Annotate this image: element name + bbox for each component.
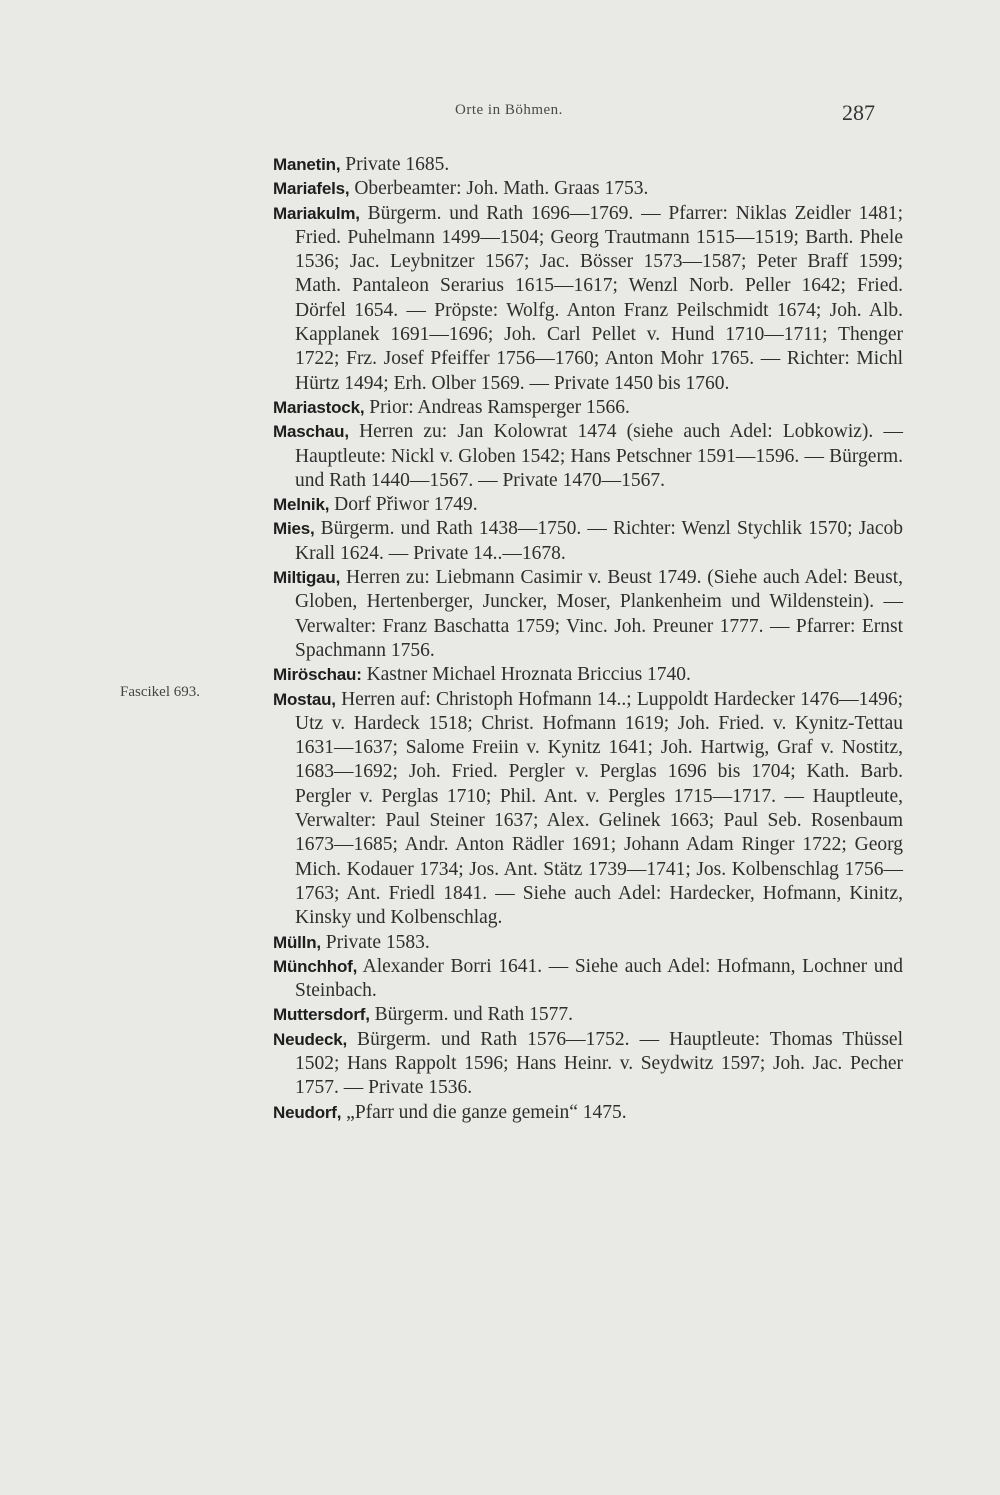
entry-list (273, 153, 903, 1125)
entry-miroeschau (273, 663, 903, 687)
page-number: 287 (842, 100, 875, 125)
place-name: Manetin, (273, 155, 341, 174)
entry-mariastock (273, 396, 903, 420)
entry-maschau (273, 420, 903, 493)
entry-text: Bürgerm. und Rath 1438—1750. — Richter: Wenzl Stychlik 1570; Jacob Krall 1624. — Private 14..—1678. (295, 518, 903, 564)
entry-muenchhof (273, 955, 903, 1004)
place-name: Muttersdorf, (273, 1005, 370, 1025)
page-header (0, 100, 1000, 130)
entry-muelln (273, 931, 903, 955)
entry-text: Bürgerm. und Rath 1577. (369, 1004, 574, 1026)
entry-muttersdorf (273, 1003, 903, 1027)
entry-text: Bürgerm. und Rath 1696—1769. — Pfarrer: Niklas Zeidler 1481; Fried. Puhelmann 1499—1504; Georg Trautmann 1515—1519; Barth. Phele 1536; Jac. Leybnitzer 1567; Jac. Bösser 1573—1587; Peter Braff 1599; Math. Pantaleon Serarius 1615—1617; Wenzl Norb. Peller 1642; Fried. Dörfel 1654. — Pröpste: Wolfg. Anton Franz Peilschmidt 1674; Joh. Alb. Kapplanek 1691—1696; Joh. Carl Pellet v. Hund 1710—1711; Thenger 1722; Frz. Josef Pfeiffer 1756—1760; Anton Mohr 1765. — Richter: Michl Hürtz 1494; Erh. Olber 1569. — Private 1450 bis 1760. (295, 202, 903, 394)
place-name: Mariafels, (273, 179, 350, 199)
place-name: Neudeck, (273, 1029, 347, 1049)
place-name: Neudorf, (273, 1102, 342, 1122)
margin-note: Fascikel 693. (120, 684, 200, 700)
entry-text: Kastner Michael Hroznata Briccius 1740. (361, 664, 691, 686)
entry-text: Private 1583. (320, 931, 430, 953)
entry-mies (273, 517, 903, 566)
place-name: Münchhof, (273, 956, 358, 976)
entry-mostau (273, 688, 903, 931)
place-name: Miröschau: (273, 665, 362, 685)
entry-text: Bürgerm. und Rath 1576—1752. — Hauptleute: Thomas Thüssel 1502; Hans Rappolt 1596; Hans Heinr. v. Seydwitz 1597; Joh. Jac. Pecher 1757. — Private 1536. (295, 1028, 903, 1099)
place-name: Mülln, (273, 932, 321, 952)
entry-neudorf (273, 1101, 903, 1125)
entry-text: Dorf Přiwor 1749. (329, 494, 478, 516)
place-name: Mariastock, (273, 397, 365, 417)
running-title: Orte in Böhmen. (455, 102, 563, 118)
entry-melnik (273, 493, 903, 517)
entry-neudeck (273, 1028, 903, 1101)
place-name: Mies, (273, 519, 315, 539)
entry-text: Herren zu: Liebmann Casimir v. Beust 1749. (Siehe auch Adel: Beust, Globen, Hertenberger, Juncker, Moser, Plankenheim und Wildenstein). — Verwalter: Franz Baschatta 1759; Vinc. Joh. Preuner 1777. — Pfarrer: Ernst Spachmann 1756. (295, 567, 903, 661)
place-name: Mostau, (273, 689, 336, 709)
entry-text: Prior: Andreas Ramsperger 1566. (364, 396, 630, 418)
place-name: Mariakulm, (273, 203, 360, 223)
entry-text: „Pfarr und die ganze gemein“ 1475. (341, 1101, 627, 1123)
entry-text: Herren auf: Christoph Hofmann 14..; Luppoldt Hardecker 1476—1496; Utz v. Hardeck 1518; Christ. Hofmann 1619; Joh. Fried. v. Kynitz-Tettau 1631—1637; Salome Freiin v. Kynitz 1641; Joh. Hartwig, Graf v. Nostitz, 1683—1692; Joh. Fried. Pergler v. Perglas 1696 bis 1704; Kath. Barb. Pergler v. Perglas 1710; Phil. Ant. v. Pergles 1715—1717. — Hauptleute, Verwalter: Paul Steiner 1637; Alex. Gelinek 1663; Paul Seb. Rosenbaum 1673—1685; Andr. Anton Rädler 1691; Johann Adam Ringer 1722; Georg Mich. Kodauer 1734; Jos. Ant. Stätz 1739—1741; Jos. Kolbenschlag 1756—1763; Ant. Friedl 1841. — Siehe auch Adel: Hardecker, Hofmann, Kinitz, Kinsky und Kolbenschlag. (295, 688, 903, 929)
place-name: Melnik, (273, 495, 330, 515)
entry-mariakulm (273, 202, 903, 396)
entry-miltigau (273, 566, 903, 663)
entry-mariafels (273, 177, 903, 201)
entry-text: Herren zu: Jan Kolowrat 1474 (siehe auch Adel: Lobkowiz). — Hauptleute: Nickl v. Globen 1542; Hans Petschner 1591—1596. — Bürgerm. und Rath 1440—1567. — Private 1470—1567. (295, 421, 903, 491)
entry-text: Oberbeamter: Joh. Math. Graas 1753. (349, 178, 649, 200)
entry-manetin (273, 153, 903, 177)
entry-text: Private 1685. (340, 154, 450, 175)
entry-text: Alexander Borri 1641. — Siehe auch Adel: Hofmann, Lochner und Steinbach. (295, 955, 903, 1002)
place-name: Maschau, (273, 422, 349, 442)
place-name: Miltigau, (273, 568, 341, 588)
